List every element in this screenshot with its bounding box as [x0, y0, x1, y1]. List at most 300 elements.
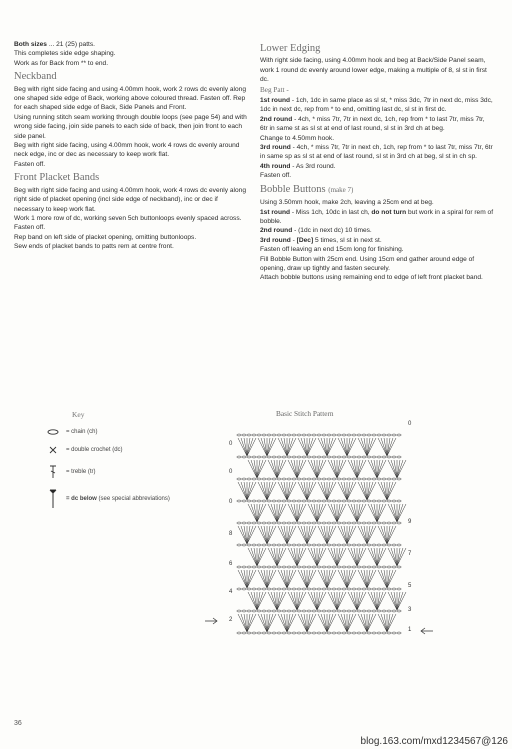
chain-stitch — [317, 566, 321, 568]
chain-stitch — [377, 588, 381, 590]
treble-stitch — [377, 460, 383, 478]
chain-stitch — [342, 478, 346, 480]
chain-stitch — [312, 456, 316, 458]
text: - 1ch, 1dc in same place as sl st, * miss 3dc, 7tr in next dc, miss 3dc, 1dc in next dc, rep from * to end, omitting last dc, sl st in first dc. — [260, 97, 493, 114]
chain-stitch — [307, 434, 311, 436]
treble-stitch — [361, 482, 367, 500]
chain-stitch — [307, 632, 311, 634]
chain-stitch — [277, 434, 281, 436]
treble-stitch — [311, 592, 317, 610]
chain-stitch — [312, 500, 316, 502]
chain-stitch — [267, 610, 271, 612]
chain-stitch — [252, 500, 256, 502]
chain-stitch — [327, 456, 331, 458]
chain-stitch — [297, 456, 301, 458]
chain-stitch — [397, 566, 401, 568]
treble-stitch — [301, 482, 307, 500]
treble-stitch — [317, 460, 323, 478]
chain-stitch — [247, 456, 251, 458]
chain-stitch — [357, 544, 361, 546]
chain-stitch — [247, 544, 251, 546]
treble-stitch — [351, 504, 357, 522]
chain-stitch — [262, 456, 266, 458]
chain-stitch — [367, 456, 371, 458]
treble-stitch — [391, 504, 397, 522]
chain-stitch — [342, 610, 346, 612]
treble-stitch — [251, 548, 257, 566]
treble-stitch — [371, 460, 377, 478]
chain-stitch — [352, 500, 356, 502]
chain-stitch — [362, 522, 366, 524]
chain-stitch — [337, 610, 341, 612]
treble-stitch — [267, 526, 273, 544]
chain-stitch — [372, 500, 376, 502]
chain-stitch — [247, 632, 251, 634]
chain-stitch — [292, 566, 296, 568]
treble-stitch — [311, 460, 317, 478]
chain-stitch — [372, 632, 376, 634]
treble-stitch — [381, 482, 387, 500]
treble-stitch — [377, 548, 383, 566]
chain-stitch — [302, 456, 306, 458]
chain-stitch — [327, 632, 331, 634]
chain-stitch — [307, 456, 311, 458]
chain-stitch — [397, 632, 401, 634]
chain-stitch — [277, 478, 281, 480]
bold-label: Both sizes — [14, 41, 47, 48]
chain-stitch — [282, 522, 286, 524]
treble-stitch — [331, 460, 337, 478]
treble-stitch — [357, 592, 363, 610]
chain-stitch — [267, 632, 271, 634]
chain-stitch — [242, 610, 246, 612]
treble-stitch — [281, 526, 287, 544]
chain-stitch — [347, 610, 351, 612]
chain-stitch — [317, 500, 321, 502]
chain-stitch — [397, 456, 401, 458]
chain-stitch — [257, 522, 261, 524]
treble-stitch — [391, 460, 397, 478]
chain-stitch — [322, 632, 326, 634]
chain-stitch — [302, 632, 306, 634]
treble-stitch — [341, 614, 347, 632]
treble-stitch — [271, 592, 277, 610]
chain-stitch — [332, 522, 336, 524]
text: but work in a spiral for rem of bobble. — [260, 208, 494, 225]
chain-stitch — [272, 588, 276, 590]
stitch-key — [40, 410, 210, 519]
chain-stitch — [282, 610, 286, 612]
treble-stitch — [361, 526, 367, 544]
treble-stitch — [381, 614, 387, 632]
chain-stitch — [382, 500, 386, 502]
chain-stitch — [272, 544, 276, 546]
chain-stitch — [362, 434, 366, 436]
treble-stitch — [361, 614, 367, 632]
paragraph — [260, 115, 494, 134]
chain-stitch — [282, 500, 286, 502]
treble-stitch — [337, 504, 343, 522]
treble-stitch — [281, 482, 287, 500]
treble-stitch — [367, 482, 373, 500]
treble-stitch — [337, 592, 343, 610]
arrow-left-icon — [205, 618, 217, 624]
chain-stitch — [342, 456, 346, 458]
chain-stitch — [377, 522, 381, 524]
paragraph — [260, 226, 494, 235]
row-label-right: 5 — [408, 583, 412, 589]
treble-stitch — [301, 570, 307, 588]
chain-stitch — [242, 522, 246, 524]
chain-stitch — [252, 478, 256, 480]
chain-stitch — [382, 434, 386, 436]
beg-patt-label: Beg Patt - — [260, 85, 289, 94]
chain-stitch — [317, 456, 321, 458]
chain-stitch — [307, 478, 311, 480]
chain-stitch — [282, 456, 286, 458]
page-number: 36 — [14, 720, 22, 727]
chain-stitch — [287, 588, 291, 590]
treble-stitch — [327, 438, 333, 456]
row-label-right: 7 — [408, 551, 412, 557]
chain-stitch — [262, 566, 266, 568]
chain-stitch — [357, 610, 361, 612]
treble-stitch — [257, 460, 263, 478]
intro-block — [14, 40, 248, 68]
chain-stitch — [257, 500, 261, 502]
bold-label: 3rd round — [260, 236, 291, 244]
chain-stitch — [332, 434, 336, 436]
chain-stitch — [282, 566, 286, 568]
row-label-left: 0 — [229, 469, 233, 475]
treble-stitch — [361, 438, 367, 456]
chain-stitch — [277, 632, 281, 634]
chain-stitch — [302, 500, 306, 502]
chain-stitch — [272, 566, 276, 568]
treble-stitch — [367, 614, 373, 632]
chain-stitch — [362, 588, 366, 590]
treble-stitch — [291, 592, 297, 610]
chain-stitch — [347, 566, 351, 568]
paragraph: Beg with right side facing and using 4.00mm hook, work 2 rows dc evenly along one shaped side edge of Back, working above coloured thread. Fasten off. Rep for each shaped side edge of Back, Side Panels and Front. — [14, 85, 247, 112]
chain-stitch — [272, 500, 276, 502]
paragraph — [260, 236, 494, 245]
chain-stitch — [372, 588, 376, 590]
chain-stitch — [287, 566, 291, 568]
chain-stitch — [387, 478, 391, 480]
chain-stitch — [242, 632, 246, 634]
chain-stitch — [307, 610, 311, 612]
chain-stitch — [242, 566, 246, 568]
treble-stitch — [277, 504, 283, 522]
chain-stitch — [292, 588, 296, 590]
chain-stitch — [282, 434, 286, 436]
neckband-text — [14, 85, 248, 170]
chain-stitch — [357, 566, 361, 568]
chain-stitch — [392, 478, 396, 480]
chain-stitch — [297, 610, 301, 612]
chain-stitch — [307, 588, 311, 590]
chain-stitch — [247, 434, 251, 436]
text: Work as for Back from ** to end. — [14, 59, 109, 67]
chain-stitch — [332, 566, 336, 568]
treble-stitch — [371, 504, 377, 522]
chain-stitch — [237, 610, 241, 612]
chain-stitch — [287, 632, 291, 634]
treble-stitch — [241, 526, 247, 544]
chain-stitch — [247, 588, 251, 590]
chain-stitch — [277, 544, 281, 546]
text: 5 times, sl st in next st. — [313, 236, 382, 244]
chain-stitch — [312, 434, 316, 436]
chain-stitch — [392, 456, 396, 458]
chain-stitch — [257, 610, 261, 612]
paragraph — [260, 273, 494, 282]
chain-stitch — [377, 566, 381, 568]
lower-edging-intro: With right side facing, using 4.00mm hook and beg at Back/Side Panel seam, work 1 round dc evenly around lower edge, making a multiple of 8, sl st in first dc. — [260, 57, 487, 84]
chain-stitch — [372, 434, 376, 436]
chain-stitch — [337, 456, 341, 458]
paragraph — [14, 40, 248, 49]
chain-stitch — [237, 456, 241, 458]
chain-stitch — [252, 610, 256, 612]
chain-stitch — [372, 544, 376, 546]
paragraph — [260, 208, 494, 227]
chain-stitch — [277, 566, 281, 568]
chain-stitch — [292, 500, 296, 502]
stitch-chart — [203, 408, 468, 643]
chain-stitch — [377, 434, 381, 436]
chain-stitch — [332, 478, 336, 480]
chain-stitch — [312, 522, 316, 524]
treble-stitch — [387, 438, 393, 456]
chain-stitch — [337, 522, 341, 524]
treble-stitch — [331, 548, 337, 566]
row-label-left: 4 — [229, 589, 233, 595]
chain-stitch — [242, 588, 246, 590]
chain-stitch — [287, 610, 291, 612]
chain-stitch — [262, 522, 266, 524]
chain-stitch — [302, 522, 306, 524]
treble-stitch — [287, 570, 293, 588]
chain-stitch — [397, 588, 401, 590]
treble-stitch — [397, 548, 403, 566]
chain-stitch — [357, 632, 361, 634]
chain-stitch — [317, 632, 321, 634]
paragraph: Sew ends of placket bands to patts rem at centre front. — [14, 243, 174, 251]
chain-stitch — [322, 434, 326, 436]
paragraph — [260, 134, 494, 143]
chain-stitch — [372, 478, 376, 480]
treble-stitch — [357, 548, 363, 566]
chain-stitch — [397, 544, 401, 546]
paragraph — [14, 59, 248, 68]
treble-stitch — [271, 504, 277, 522]
treble-stitch — [321, 526, 327, 544]
treble-stitch — [331, 592, 337, 610]
chain-stitch — [342, 632, 346, 634]
chain-stitch — [357, 522, 361, 524]
text: Attach bobble buttons using remaining end to edge of left front placket band. — [260, 274, 483, 282]
chain-stitch — [277, 610, 281, 612]
treble-stitch — [247, 526, 253, 544]
chain-stitch — [357, 500, 361, 502]
bobble-heading — [260, 185, 494, 195]
treble-stitch — [387, 570, 393, 588]
chain-stitch — [362, 500, 366, 502]
treble-stitch — [257, 548, 263, 566]
treble-stitch — [257, 592, 263, 610]
chain-stitch — [327, 478, 331, 480]
chain-stitch — [372, 610, 376, 612]
paragraph: Using running stitch seam working through double loops (see page 54) and with wrong side facing, join side panels to each side of back, then join front to each side panel. — [14, 113, 247, 140]
bold-label: 3rd round — [260, 144, 291, 152]
chain-stitch — [352, 478, 356, 480]
chain-stitch — [287, 456, 291, 458]
chain-stitch — [272, 478, 276, 480]
chain-stitch — [302, 610, 306, 612]
chain-stitch — [352, 566, 356, 568]
chain-stitch — [327, 566, 331, 568]
chain-stitch — [377, 544, 381, 546]
treble-stitch — [311, 548, 317, 566]
treble-stitch — [297, 460, 303, 478]
chain-stitch — [252, 566, 256, 568]
row-label-left: 6 — [229, 561, 233, 567]
chain-stitch — [257, 632, 261, 634]
chain-stitch — [252, 434, 256, 436]
chain-stitch — [292, 544, 296, 546]
arrow-right-icon — [421, 628, 433, 634]
treble-stitch — [261, 438, 267, 456]
chain-stitch — [397, 434, 401, 436]
chain-stitch — [377, 500, 381, 502]
chain-stitch — [392, 632, 396, 634]
chain-stitch — [367, 544, 371, 546]
treble-stitch — [337, 548, 343, 566]
chain-stitch — [267, 522, 271, 524]
chain-stitch — [307, 522, 311, 524]
chain-stitch — [367, 500, 371, 502]
treble-stitch — [287, 614, 293, 632]
treble-stitch — [307, 570, 313, 588]
treble-stitch — [247, 570, 253, 588]
treble-stitch — [251, 592, 257, 610]
chain-stitch — [322, 456, 326, 458]
row-label-right: 0 — [408, 421, 412, 427]
chain-stitch — [382, 478, 386, 480]
chain-stitch — [287, 478, 291, 480]
chain-stitch — [257, 434, 261, 436]
chain-stitch — [357, 588, 361, 590]
chain-stitch — [367, 566, 371, 568]
treble-stitch — [381, 438, 387, 456]
bold-label: [Dec] — [296, 236, 314, 244]
chain-stitch — [252, 544, 256, 546]
chain-stitch — [297, 478, 301, 480]
chain-stitch — [392, 544, 396, 546]
treble-stitch — [287, 438, 293, 456]
key-dc-label: = double crochet (dc) — [66, 447, 123, 453]
chain-stitch — [332, 588, 336, 590]
chain-stitch — [317, 522, 321, 524]
bobble-title: Bobble Buttons — [260, 183, 326, 195]
chain-stitch — [317, 610, 321, 612]
chain-stitch — [392, 522, 396, 524]
chain-stitch — [267, 434, 271, 436]
chain-stitch — [247, 478, 251, 480]
key-chain-label: = chain (ch) — [66, 429, 98, 435]
chain-stitch — [292, 456, 296, 458]
treble-stitch — [297, 548, 303, 566]
chain-stitch — [327, 610, 331, 612]
chain-stitch — [337, 544, 341, 546]
treble-stitch — [281, 438, 287, 456]
chain-stitch — [312, 588, 316, 590]
chain-stitch — [272, 522, 276, 524]
chain-stitch — [287, 500, 291, 502]
chain-stitch — [367, 434, 371, 436]
chain-stitch — [387, 566, 391, 568]
chain-stitch — [237, 522, 241, 524]
row-label-right: 9 — [408, 519, 412, 525]
treble-stitch — [317, 592, 323, 610]
right-column — [260, 40, 494, 283]
paragraph — [14, 49, 248, 58]
chain-stitch — [377, 632, 381, 634]
chain-stitch — [237, 544, 241, 546]
treble-stitch — [267, 614, 273, 632]
chain-stitch — [257, 588, 261, 590]
paragraph — [260, 171, 494, 180]
chain-stitch — [242, 478, 246, 480]
treble-stitch — [241, 482, 247, 500]
chain-stitch — [362, 632, 366, 634]
chain-stitch — [397, 610, 401, 612]
chain-stitch — [342, 434, 346, 436]
treble-stitch — [391, 592, 397, 610]
chain-stitch — [392, 588, 396, 590]
chain-stitch — [337, 434, 341, 436]
chain-stitch — [372, 456, 376, 458]
chain-stitch — [302, 478, 306, 480]
treble-stitch — [317, 504, 323, 522]
chain-stitch — [272, 434, 276, 436]
chain-stitch — [337, 500, 341, 502]
chain-stitch — [347, 456, 351, 458]
chain-stitch — [332, 500, 336, 502]
key-treble-label: = treble (tr) — [66, 469, 96, 475]
chain-stitch — [237, 632, 241, 634]
chain-stitch — [327, 434, 331, 436]
treble-stitch — [257, 504, 263, 522]
chain-stitch — [397, 478, 401, 480]
chain-stitch — [347, 434, 351, 436]
chain-stitch — [287, 544, 291, 546]
text: - As 3rd round. — [290, 162, 336, 170]
treble-stitch — [281, 614, 287, 632]
treble-stitch — [397, 504, 403, 522]
key-dc-below-bold: = dc below — [66, 496, 97, 502]
treble-stitch — [327, 614, 333, 632]
treble-stitch — [311, 504, 317, 522]
chain-stitch — [237, 566, 241, 568]
treble-stitch — [351, 548, 357, 566]
chain-stitch — [347, 478, 351, 480]
treble-stitch — [281, 570, 287, 588]
double-crochet-icon — [40, 445, 66, 455]
chain-stitch — [397, 500, 401, 502]
